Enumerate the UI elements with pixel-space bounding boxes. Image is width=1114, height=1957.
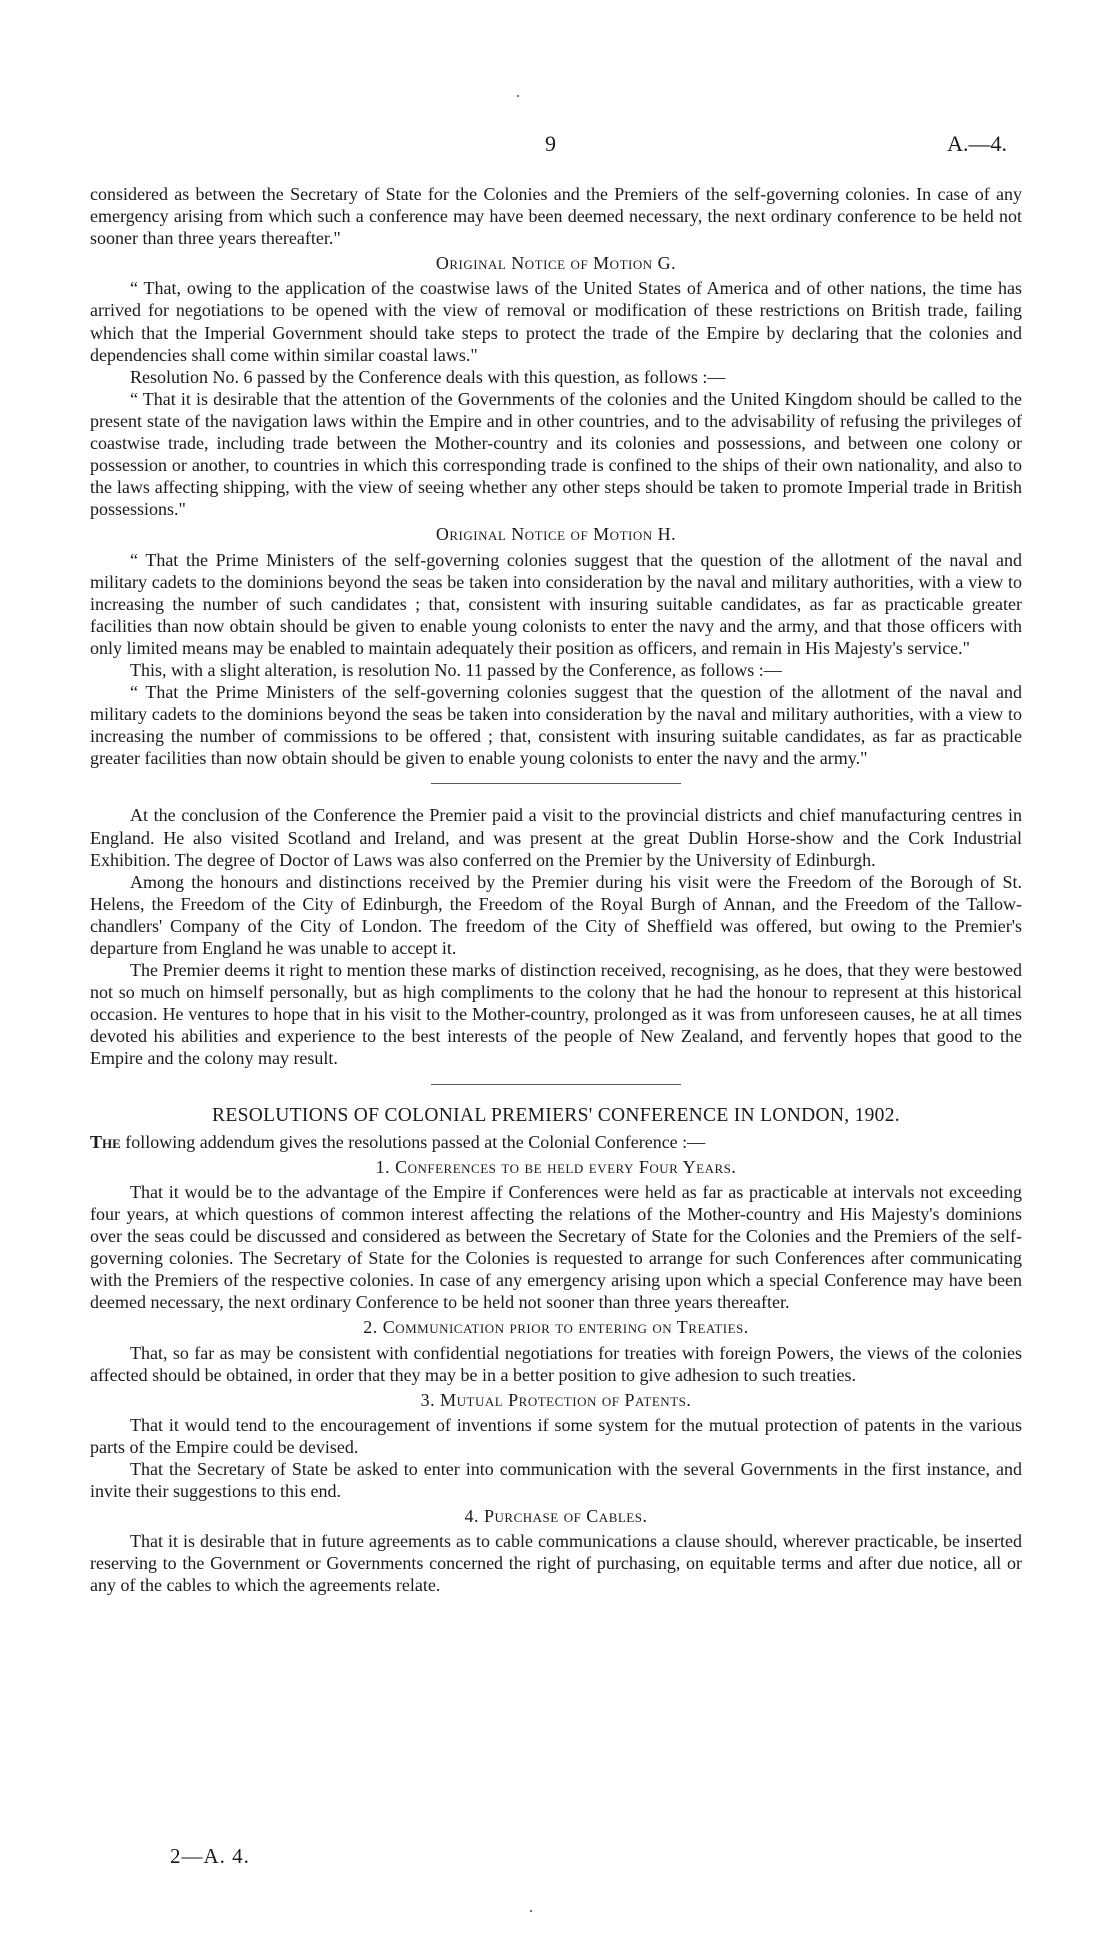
page-number: 9 bbox=[545, 131, 556, 156]
paragraph: Among the honours and distinctions received by the Premier during his visit were the Freedom of the Borough of St. Helens, the Freedom of the City of Edinburgh, the Freedom of the Royal Burgh of Annan, and the Freedom of the Tallow-chandlers' Company of the City of London. The freedom of the City of Sheffield was offered, but owing to the Premier's departure from England he was unable to accept it. bbox=[90, 871, 1022, 958]
resolution-text: That it would tend to the encouragement of inventions if some system for the mutual protection of patents in the various parts of the Empire could be devised. bbox=[90, 1414, 1022, 1457]
paragraph: This, with a slight alteration, is resolution No. 11 passed by the Conference, as follows :— bbox=[130, 659, 782, 680]
resolution-text: That it is desirable that in future agreements as to cable communications a clause should, wherever practicable, be inserted reserving to the Government or Governments concerned the right of purchasing, on equitable terms and after due notice, all or any of the cables to which the agreements relate. bbox=[90, 1531, 1022, 1596]
lead-text: following addendum gives the resolutions passed at the Colonial Conference :— bbox=[120, 1131, 706, 1152]
paragraph: “ That it is desirable that the attention of the Governments of the colonies and the United Kingdom should be called to the present state of the navigation laws within the Empire and in other countries, and to the advisability of refusing the privileges of coastwise trade, including trade between the Mother-country and its colonies and possessions, and between one colony or possession or another, to countries in which this corresponding trade is confined to the ships of their own nationality, and also to the laws affecting shipping, with the view of seeing whether any other steps should be taken to promote Imperial trade in British possessions." bbox=[90, 388, 1022, 520]
document-reference: A.—4. bbox=[947, 131, 1007, 156]
lead-word: The bbox=[90, 1131, 121, 1152]
resolution-heading: 2. Communication prior to entering on Treaties. bbox=[363, 1317, 749, 1338]
resolution-heading: 4. Purchase of Cables. bbox=[464, 1506, 648, 1527]
divider bbox=[431, 1084, 681, 1085]
paragraph: “ That the Prime Ministers of the self-governing colonies suggest that the question of the allotment of the naval and military cadets to the dominions beyond the seas be taken into consideration by the naval and military authorities, with a view to increasing the number of such candidates ; that, consistent with insuring suitable candidates, as far as practicable greater facilities than now obtain should be given to enable young colonists to enter the navy and the army, and that those officers with only limited means may be enabled to maintain adequately their position as officers, and remain in His Majesty's service." bbox=[90, 549, 1022, 658]
resolution-heading: 3. Mutual Protection of Patents. bbox=[420, 1389, 692, 1410]
paragraph: The Premier deems it right to mention these marks of distinction received, recognising, as he does, that they were bestowed not so much on himself personally, but as high compliments to the colony that he had the honour to represent at this historical occasion. He ventures to hope that in his visit to the Mother-country, prolonged as it was from unforeseen causes, he at all times devoted his abilities and experience to the best interests of the people of New Zealand, and fervently hopes that good to the Empire and the colony may result. bbox=[90, 960, 1022, 1069]
resolution-text: That it would be to the advantage of the Empire if Conferences were held as far as practicable at intervals not exceeding four years, at which questions of common interest affecting the relations of the Mother-country and His Majesty's dominions over the seas could be discussed and considered as between the Secretary of State for the Colonies and the Premiers of the self-governing colonies. The Secretary of State for the Colonies is requested to arrange for such Conferences after communicating with the Premiers of the respective colonies. In case of any emergency arising upon which a special Conference may have been deemed necessary, the next ordinary Conference to be held not sooner than three years thereafter. bbox=[90, 1181, 1022, 1313]
resolution-heading: 1. Conferences to be held every Four Years. bbox=[375, 1156, 737, 1177]
resolution-text: That the Secretary of State be asked to enter into communication with the several Governments in the first instance, and invite their suggestions to this end. bbox=[90, 1458, 1022, 1502]
speck bbox=[530, 1910, 532, 1912]
resolutions-title: RESOLUTIONS OF COLONIAL PREMIERS' CONFERENCE IN LONDON, 1902. bbox=[212, 1104, 900, 1126]
body-text bbox=[90, 183, 1022, 1597]
section-heading: Original Notice of Motion H. bbox=[435, 524, 677, 545]
paragraph: “ That, owing to the application of the coastwise laws of the United States of America and of other nations, the time has arrived for negotiations to be opened with the view of removal or modification of these restrictions on British trade, failing which that the Imperial Government should take steps to protect the trade of the Empire by declaring that the colonies and dependencies shall come within similar coastal laws." bbox=[90, 278, 1022, 365]
resolutions-lead bbox=[90, 1131, 1022, 1153]
divider bbox=[431, 783, 681, 784]
resolution-text: That, so far as may be consistent with confidential negotiations for treaties with foreign Powers, the views of the colonies affected should be obtained, in order that they may be in a better position to give adhesion to such treaties. bbox=[90, 1342, 1022, 1385]
footer-signature: 2—A. 4. bbox=[170, 1844, 250, 1868]
paragraph: considered as between the Secretary of State for the Colonies and the Premiers of the self-governing colonies. In case of any emergency arising from which such a conference may have been deemed necessary, the next ordinary conference to be held not sooner than three years thereafter." bbox=[90, 184, 1022, 249]
paragraph: “ That the Prime Ministers of the self-governing colonies suggest that the question of the allotment of the naval and military cadets to the dominions beyond the seas be taken into consideration by the naval and military authorities, with a view to increasing the number of commissions to be offered ; that, consistent with insuring suitable candidates, as far as practicable greater facilities than now obtain should be given to enable young colonists to enter the navy and the army." bbox=[90, 682, 1022, 769]
section-heading: Original Notice of Motion G. bbox=[435, 253, 677, 274]
paragraph: At the conclusion of the Conference the Premier paid a visit to the provincial districts and chief manufacturing centres in England. He also visited Scotland and Ireland, and was present at the great Dublin Horse-show and the Cork Industrial Exhibition. The degree of Doctor of Laws was also conferred on the Premier by the University of Edinburgh. bbox=[90, 805, 1022, 870]
speck bbox=[517, 95, 519, 97]
paragraph: Resolution No. 6 passed by the Conference deals with this question, as follows :— bbox=[130, 366, 726, 387]
